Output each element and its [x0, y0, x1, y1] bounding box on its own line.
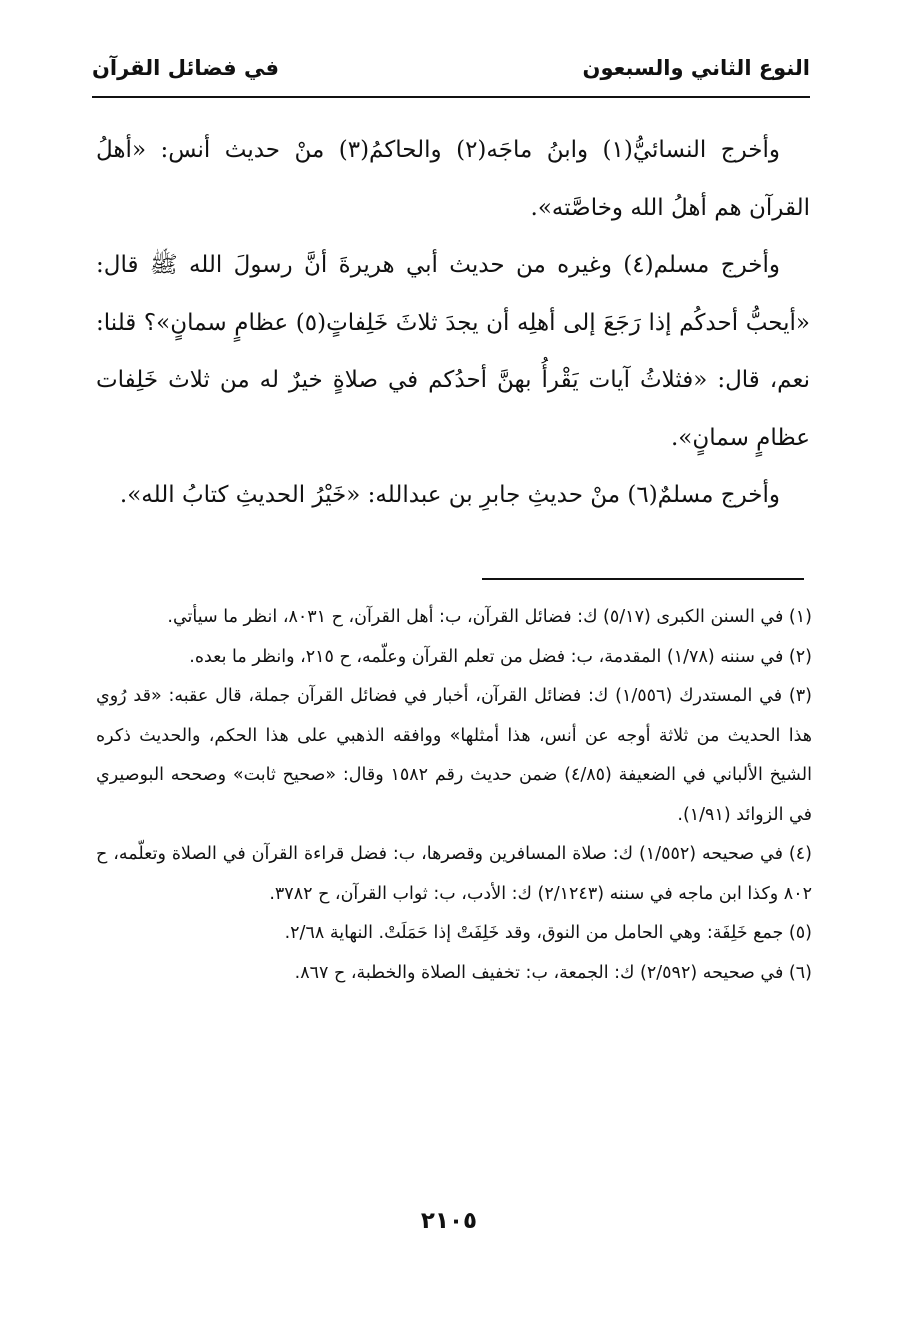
header-divider [92, 96, 810, 98]
page-number: ٢١٠٥ [420, 1208, 478, 1234]
footnotes [96, 598, 812, 993]
footnote-3: (٣) في المستدرك (١/٥٥٦) ك: فضائل القرآن، أخبار في فضائل القرآن جملة، قال عقبه: «قد رُوي هذا الحديث من ثلاثة أوجه عن أنس، هذا أمثلها» ووافقه الذهبي على هذا الحكم، والحديث ذكره الشيخ الألباني في الضعيفة (٤/٨٥) ضمن حديث رقم ١٥٨٢ وقال: «صحيح ثابت» وصححه البوصيري في الزوائد (١/٩١). [96, 686, 812, 825]
running-header [92, 56, 810, 92]
footnote-4: (٤) في صحيحه (١/٥٥٢) ك: صلاة المسافرين وقصرها، ب: فضل قراءة القرآن في الصلاة وتعلّمه، ح ٨٠٢ وكذا ابن ماجه في سننه (٢/١٢٤٣) ك: الأدب، ب: ثواب القرآن، ح ٣٧٨٢. [96, 844, 812, 904]
main-text [96, 122, 810, 525]
paragraph: وأخرج مسلم(٤) وغيره من حديث أبي هريرةَ أنَّ رسولَ الله ﷺ قال: «أيحبُّ أحدكُم إذا رَجَعَ إلى أهلِه أن يجدَ ثلاثَ خَلِفاتٍ(٥) عظامٍ سمانٍ»؟ قلنا: نعم، قال: «فثلاثُ آيات يَقْرأُ بهنَّ أحدُكم في صلاةٍ خيرٌ له من ثلاث خَلِفات عظامٍ سمانٍ». [96, 252, 810, 451]
book-title: في فضائل القرآن [92, 56, 279, 80]
paragraph: وأخرج مسلمٌ(٦) منْ حديثِ جابرِ بن عبدالله: «خَيْرُ الحديثِ كتابُ الله». [119, 482, 780, 508]
paragraph: وأخرج النسائيُّ(١) وابنُ ماجَه(٢) والحاكمُ(٣) منْ حديث أنس: «أهلُ القرآن هم أهلُ الله وخاصَّته». [96, 137, 810, 221]
footnote-divider [482, 578, 804, 580]
footnote-6: (٦) في صحيحه (٢/٥٩٢) ك: الجمعة، ب: تخفيف الصلاة والخطبة، ح ٨٦٧. [294, 962, 812, 983]
chapter-title: النوع الثاني والسبعون [582, 56, 810, 80]
footnote-5: (٥) جمع خَلِفَة: وهي الحامل من النوق، وقد خَلِفَتْ إذا حَمَلَتْ. النهاية ٢/٦٨. [284, 923, 812, 943]
footnote-2: (٢) في سننه (١/٧٨) المقدمة، ب: فضل من تعلم القرآن وعلّمه، ح ٢١٥، وانظر ما بعده. [189, 646, 812, 667]
footnote-1: (١) في السنن الكبرى (٥/١٧) ك: فضائل القرآن، ب: أهل القرآن، ح ٨٠٣١، انظر ما سيأتي. [167, 607, 812, 627]
